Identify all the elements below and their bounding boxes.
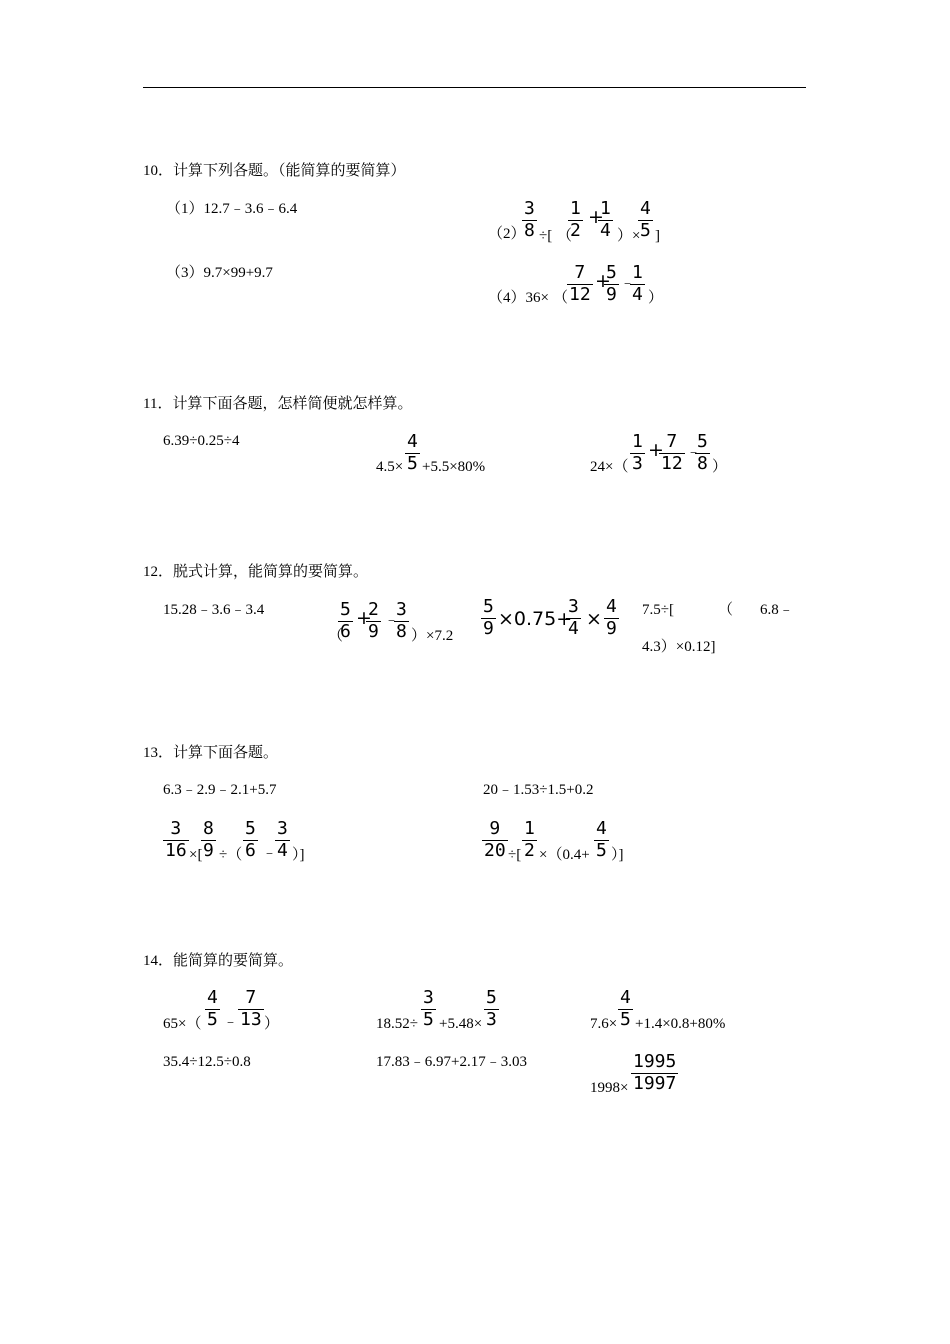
q14-c-pre: 7.6×	[590, 1016, 618, 1032]
q14-b-fraction-1: 3 5	[423, 987, 434, 1030]
q14-f-fraction: 1995 1997	[633, 1051, 677, 1094]
q14-a-minus: ﹣	[223, 1014, 239, 1030]
q10-p4-close: ）	[648, 290, 664, 306]
q14-problem-e: 17.83﹣6.97+2.17﹣3.03	[376, 1054, 527, 1070]
q12-b-fraction-2: 2 9	[368, 599, 379, 642]
q12-b-minus: ﹣	[384, 612, 400, 628]
q10-p2-plus: +	[588, 206, 604, 228]
q12-d-part3: 6.8﹣	[760, 602, 794, 618]
q12-b-plus: +	[356, 607, 372, 629]
q14-a-post: ）	[264, 1016, 280, 1032]
q12-b-fraction-1: 5 6	[340, 599, 351, 642]
q11-b-fraction: 4 5	[407, 431, 418, 474]
q14-b-mid: +5.48×	[439, 1016, 483, 1032]
q14-c-post: +1.4×0.8+80%	[635, 1016, 726, 1032]
q12-b-fraction-3: 3 8	[396, 599, 407, 642]
q10-problem-1: （1）12.7﹣3.6﹣6.4	[166, 201, 298, 217]
q11-c-fraction-1: 1 3	[632, 431, 643, 474]
q13-c-fraction-4: 3 4	[277, 818, 288, 861]
q14-a-fraction-1: 4 5	[207, 987, 218, 1030]
q12-d-part1: 7.5÷[	[642, 602, 674, 618]
q12-c-mid2: ×	[586, 608, 602, 630]
q12-b-post: ）×7.2	[411, 628, 454, 644]
q14-c-fraction: 4 5	[620, 987, 631, 1030]
q11-c-post: ）	[712, 459, 728, 475]
q10-p4-fraction-1: 7 12	[569, 262, 591, 305]
q10-p2-close: ）×	[617, 228, 641, 244]
q12-problem-a: 15.28﹣3.6﹣3.4	[163, 602, 265, 618]
q12-heading: 12．脱式计算，能简算的要简算。	[143, 564, 369, 580]
q12-c-mid1: ×0.75+	[498, 608, 573, 630]
q10-p2-paren: （	[557, 228, 573, 244]
q11-c-plus: +	[648, 439, 664, 461]
q13-d-op1: ÷[	[508, 847, 522, 863]
q13-d-post: ）]	[611, 847, 624, 863]
q10-p4-minus: ﹣	[620, 275, 636, 291]
q14-problem-d: 35.4÷12.5÷0.8	[163, 1054, 251, 1070]
q12-d-part2: （	[718, 602, 734, 618]
q13-d-fraction-2: 1 2	[524, 818, 535, 861]
q10-p2-fraction-4: 4 5	[640, 198, 651, 241]
q10-problem-3: （3）9.7×99+9.7	[166, 265, 273, 281]
q12-d-part4: 4.3）×0.12]	[642, 639, 716, 655]
q11-heading: 11．计算下面各题，怎样简便就怎样算。	[143, 396, 413, 412]
q10-p2-fraction-2: 1 2	[570, 198, 581, 241]
q12-c-fraction-1: 5 9	[483, 596, 494, 639]
q14-a-pre: 65×（	[163, 1016, 202, 1032]
q10-p4-fraction-3: 1 4	[632, 262, 643, 305]
q13-c-minus: ﹣	[262, 845, 278, 861]
q13-problem-b: 20﹣1.53÷1.5+0.2	[483, 782, 594, 798]
q12-c-fraction-3: 4 9	[606, 596, 617, 639]
q13-problem-a: 6.3﹣2.9﹣2.1+5.7	[163, 782, 277, 798]
q10-p4-fraction-2: 5 9	[606, 262, 617, 305]
q14-f-pre: 1998×	[590, 1080, 629, 1096]
q13-c-fraction-2: 8 9	[203, 818, 214, 861]
q11-b-post: +5.5×80%	[422, 459, 486, 475]
q10-p4-plus: +	[595, 270, 611, 292]
q10-p4-label: （4）36×	[488, 290, 549, 306]
q13-d-op2: ×（0.4+	[539, 847, 590, 863]
q13-heading: 13．计算下面各题。	[143, 745, 279, 761]
header-rule	[143, 87, 806, 88]
q10-heading: 10．计算下列各题。（能简算的要简算）	[143, 163, 406, 179]
q10-p2-bracket: ]	[655, 228, 660, 244]
q14-b-pre: 18.52÷	[376, 1016, 418, 1032]
q13-c-op1: ×[	[189, 847, 203, 863]
q13-c-post: ）]	[292, 847, 305, 863]
q11-b-pre: 4.5×	[376, 459, 404, 475]
q10-p2-fraction-1: 3 8	[524, 198, 535, 241]
q10-p4-paren: （	[553, 290, 569, 306]
q14-heading: 14．能简算的要简算。	[143, 953, 294, 969]
q11-problem-a: 6.39÷0.25÷4	[163, 433, 240, 449]
q13-c-fraction-3: 5 6	[245, 818, 256, 861]
q13-d-fraction-3: 4 5	[596, 818, 607, 861]
q11-c-pre: 24×（	[590, 459, 629, 475]
q11-c-fraction-3: 5 8	[697, 431, 708, 474]
q13-d-fraction-1: 9 20	[484, 818, 506, 861]
q11-c-fraction-2: 7 12	[661, 431, 683, 474]
q10-p2-fraction-3: 1 4	[600, 198, 611, 241]
q12-b-paren: （	[328, 628, 344, 644]
q13-c-op2: ÷（	[219, 847, 243, 863]
q14-b-fraction-2: 5 3	[486, 987, 497, 1030]
q10-p2-label: （2）	[488, 226, 526, 242]
q12-c-fraction-2: 3 4	[568, 596, 579, 639]
q14-a-fraction-2: 7 13	[240, 987, 262, 1030]
q13-c-fraction-1: 3 16	[165, 818, 187, 861]
q11-c-minus: ﹣	[686, 444, 702, 460]
q10-p2-op: ÷[	[539, 228, 553, 244]
